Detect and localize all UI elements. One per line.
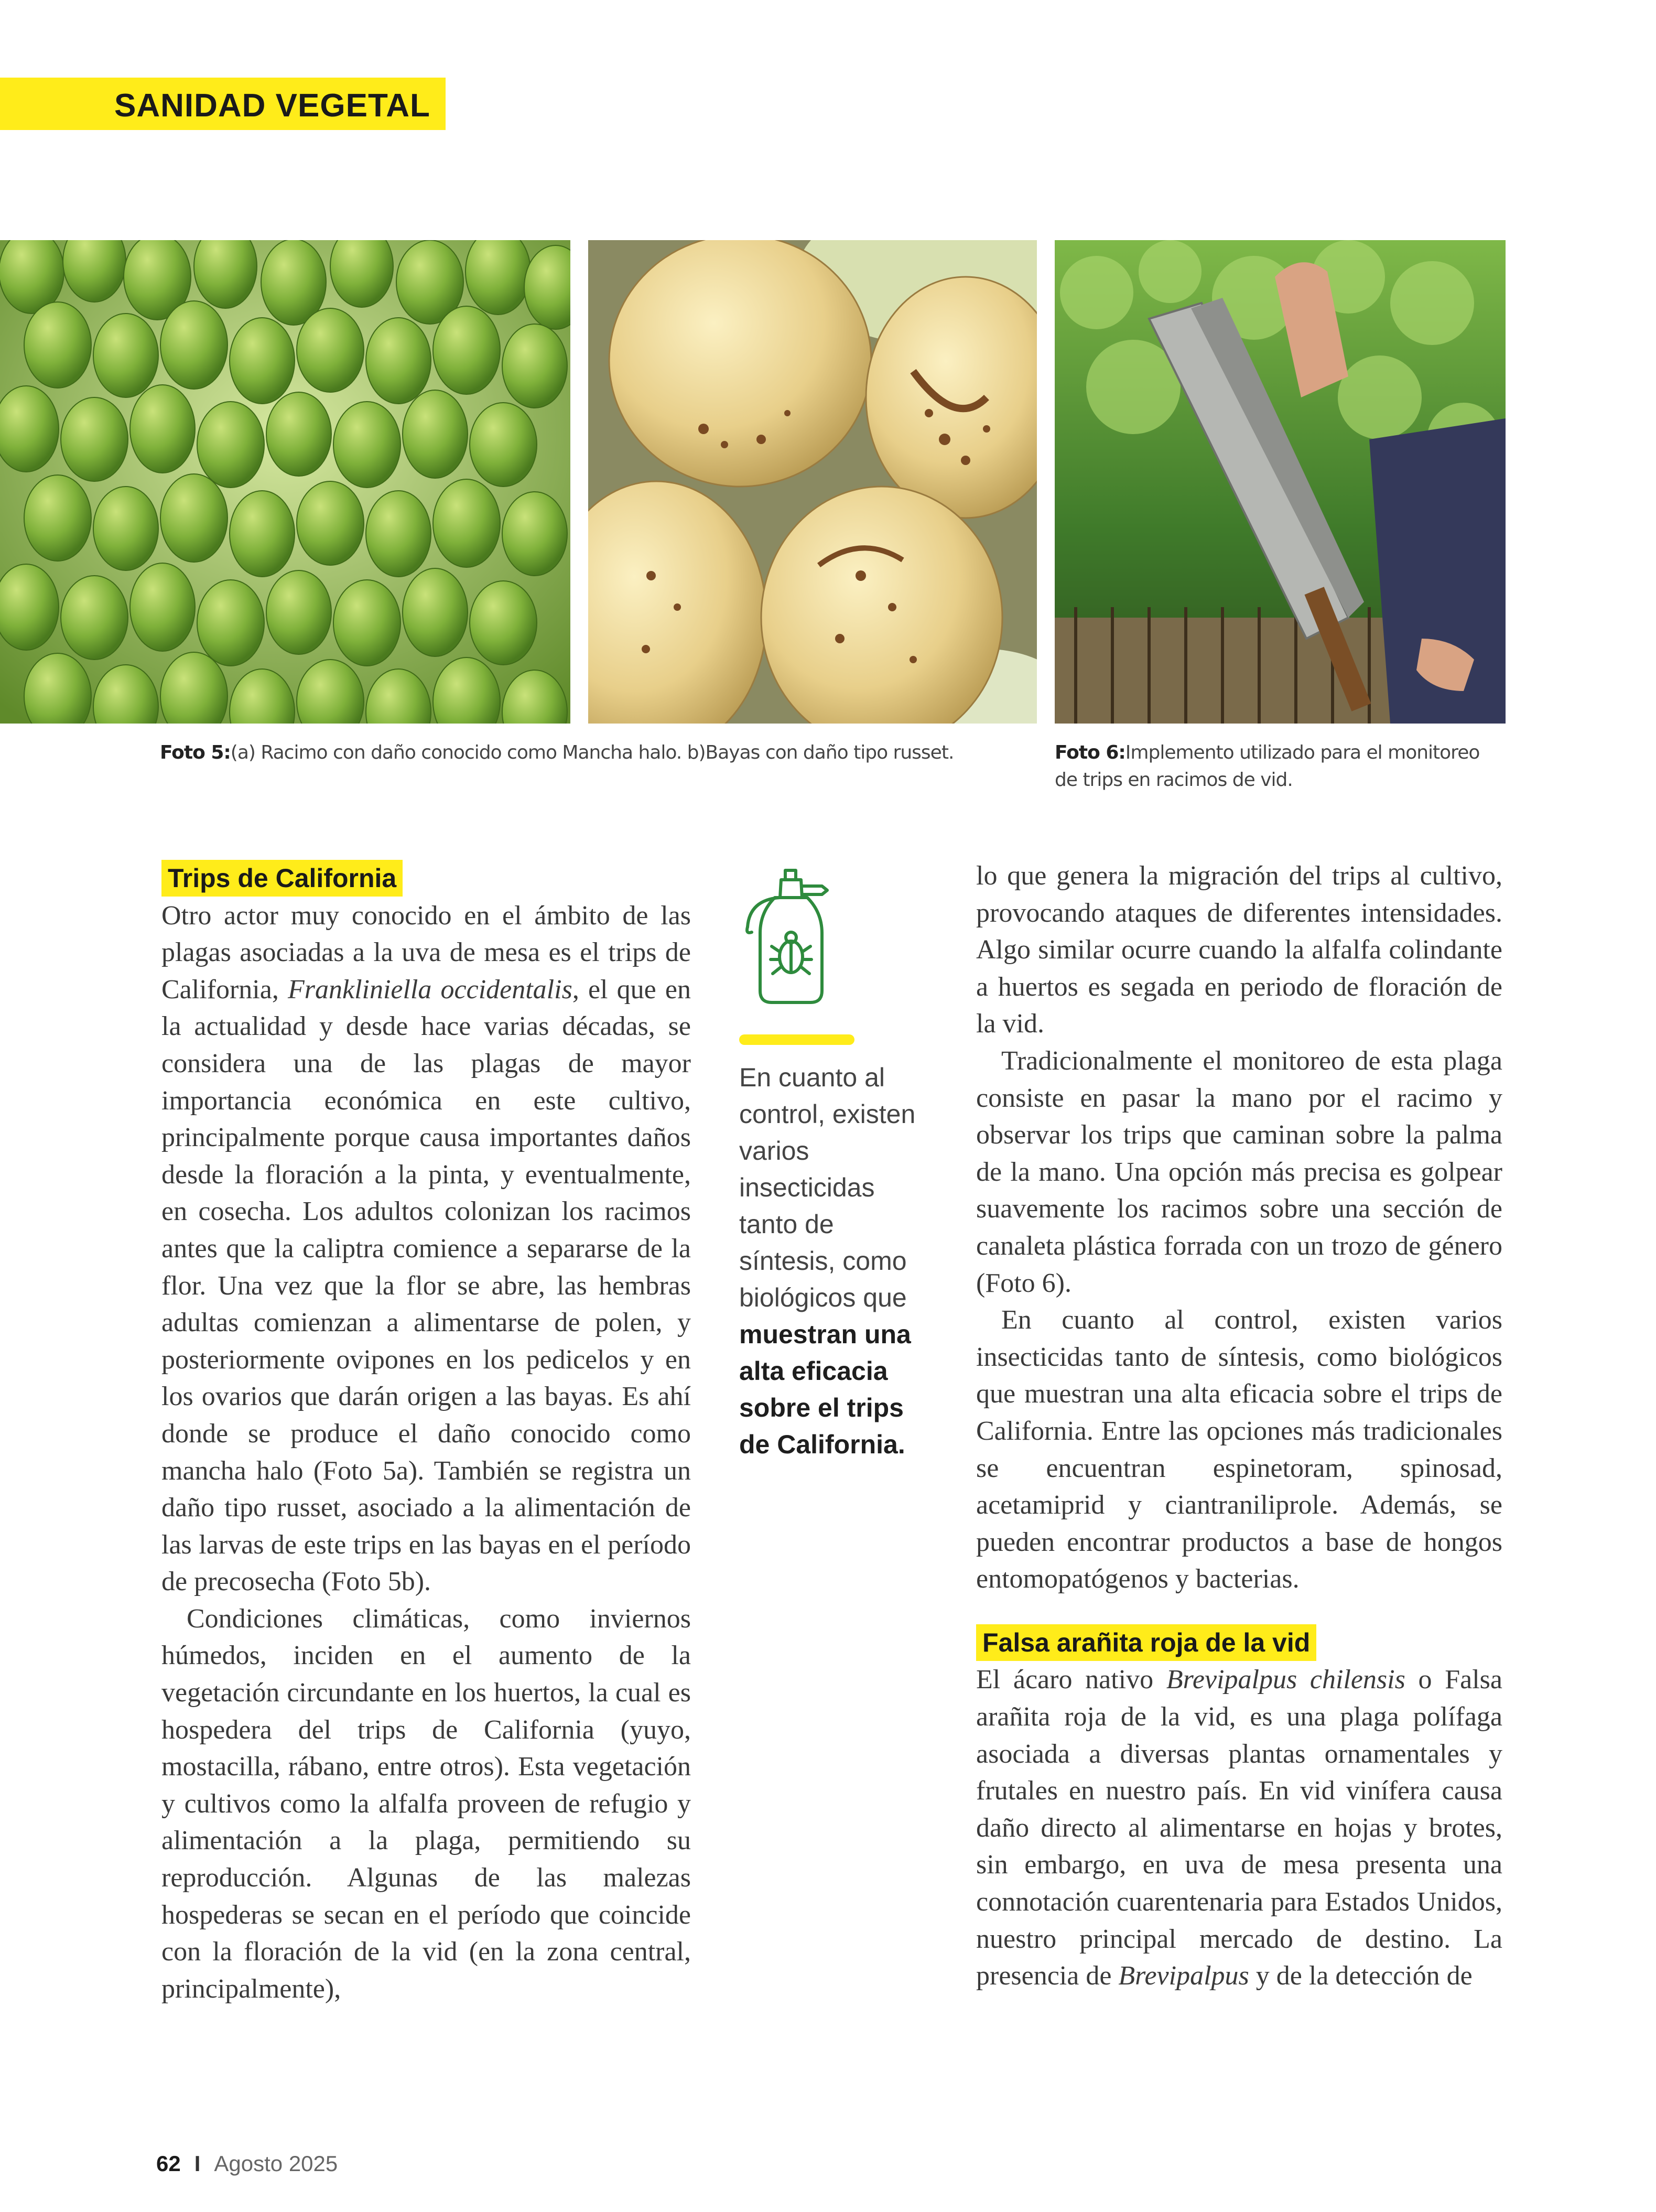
sidebar-pull-quote (739, 1059, 928, 1463)
species-name-brevipalpus: Brevipalpus chilensis (1166, 1665, 1405, 1695)
spray-bottle-bug-icon (743, 865, 838, 1007)
footer-separator: I (194, 2151, 201, 2176)
caption-photo-6 (1055, 739, 1506, 794)
left-column (161, 860, 691, 2008)
heading-falsa-aranita-roja: Falsa arañita roja de la vid (976, 1624, 1316, 1661)
photo-6-monitoring-implement (1055, 240, 1506, 724)
paragraph-control: En cuanto al control, existen varios insecticidas tanto de síntesis, como biológicos que muestran una alta eficacia sobre el trips de California. Entre las opciones más tradicionales se encuentran espinetoram, spinosad, acetamiprid y ciantraniliprole. Además, se pueden encontrar productos a base de hongos entomopatógenos y bacterias. (976, 1305, 1502, 1594)
caption-5-label: Foto 5: (160, 742, 231, 763)
genus-name-brevipalpus: Brevipalpus (1118, 1961, 1249, 1991)
section-tag (0, 78, 446, 130)
caption-6-label: Foto 6: (1055, 742, 1125, 763)
heading-trips-de-california: Trips de California (161, 860, 403, 897)
species-name: Frankliniella occidentalis (287, 974, 572, 1005)
caption-photo-5 (160, 739, 999, 767)
paragraph-monitoring: Tradicionalmente el monitoreo de esta plaga consiste en pasar la mano por el racimo y observar los trips que caminan sobre la palma de la mano. Una opción más precisa es golpear suavemente los racimos sobre una sección de canaleta plástica forrada con un trozo de género (Foto 6). (976, 1045, 1502, 1298)
paragraph-trips-intro: Otro actor muy conocido en el ámbito de las plagas asociadas a la uva de mesa es el trips de California, Frankliniella occidentalis, el que en la actualidad y desde hace varias décadas, se considera una de las plagas de mayor importancia económica en este cultivo, principalmente porque causa importantes daños desde la floración a la pinta, y eventualmente, en cosecha. Los adultos colonizan los racimos antes que la caliptra comience a separarse de la flor. Una vez que la flor se abre, las hembras adultas comienzan a alimentarse de polen, y posteriormente ovipones en los pedicelos y en los ovarios que darán origen a las bayas. Es ahí donde se produce el daño conocido como mancha halo (Foto 5a). También se registra un daño tipo russet, asociado a la alimentación de las larvas de este trips en las bayas en el período de precosecha (Foto 5b). (161, 900, 691, 1597)
issue-date: Agosto 2025 (214, 2151, 338, 2176)
sidebar-text-bold: muestran una alta eficacia sobre el trips de California. (739, 1320, 911, 1459)
sidebar-accent-bar (739, 1034, 854, 1045)
paragraph-migration: lo que genera la migración del trips al cultivo, provocando ataques de diferentes intensidades. Algo similar ocurre cuando la alfalfa colindante a huertos es segada en periodo de floración de la vid. (976, 861, 1502, 1039)
page-footer (156, 2151, 338, 2176)
paragraph-climate-conditions: Condiciones climáticas, como inviernos húmedos, inciden en el aumento de la vegetación circundante en los huertos, la cual es hospedera del trips de California (yuyo, mostacilla, rábano, entre otros). Esta vegetación y cultivos como la alfalfa proveen de refugio y alimentación a la plaga, permitiendo su reproducción. Algunas de las malezas hospederas se secan en el período que coincide con la floración de la vid (en la zona central, principalmente), (161, 1603, 691, 2004)
page-number: 62 (156, 2151, 181, 2176)
section-tag-label: SANIDAD VEGETAL (114, 88, 430, 124)
right-column (976, 858, 1502, 1995)
caption-5-text: (a) Racimo con daño conocido como Mancha halo. b)Bayas con daño tipo russet. (230, 742, 954, 763)
caption-6-text: Implemento utilizado para el monitoreo de trips en racimos de vid. (1055, 742, 1480, 791)
sidebar-text-regular: En cuanto al control, existen varios insecticidas tanto de síntesis, como biológicos que (739, 1063, 916, 1312)
photo-5b-russet-berries (588, 240, 1037, 724)
paragraph-brevipalpus: El ácaro nativo Brevipalpus chilensis o Falsa arañita roja de la vid, es una plaga polífaga asociada a diversas plantas ornamentales y frutales en nuestro país. En vid vinífera causa daño directo al alimentarse en hojas y brotes, sin embargo, en uva de mesa presenta una connotación cuarentenaria para Estados Unidos, nuestro principal mercado de destino. La presencia de Brevipalpus y de la detección de (976, 1665, 1502, 1991)
photo-5a-grape-cluster (0, 240, 570, 724)
